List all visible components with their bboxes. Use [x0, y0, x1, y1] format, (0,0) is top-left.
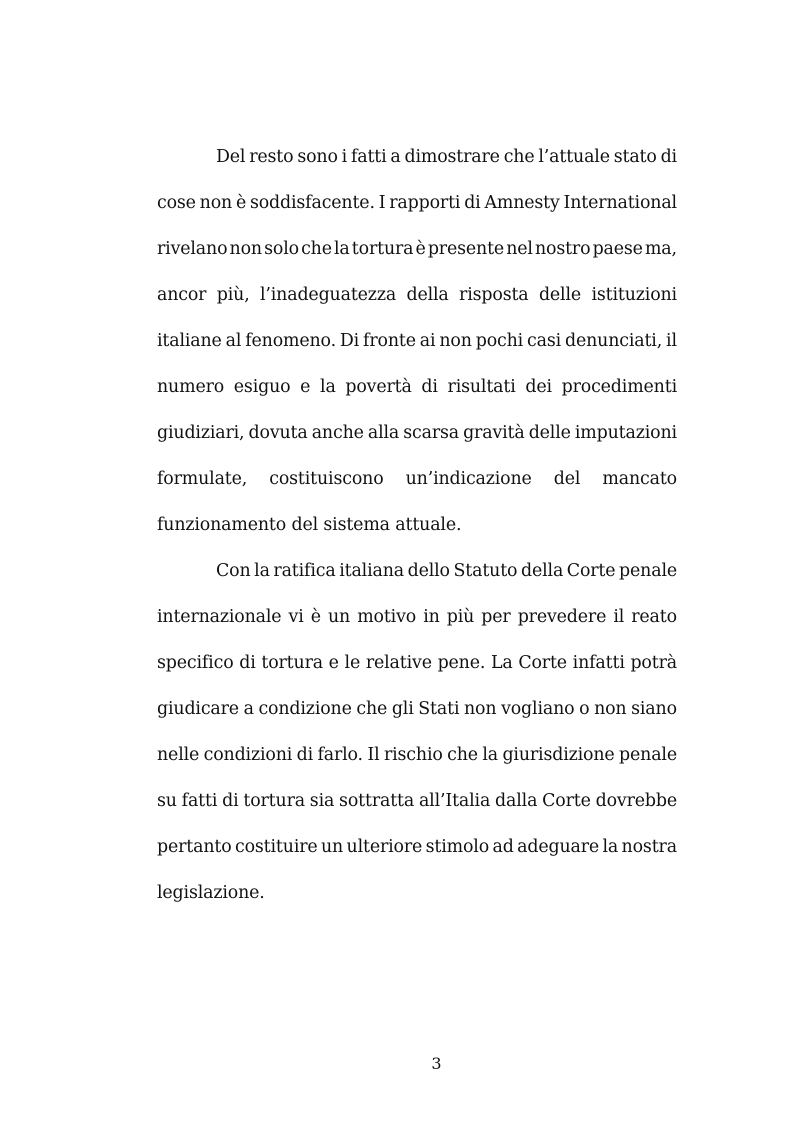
word: ancor — [157, 285, 207, 305]
word: la — [602, 837, 619, 857]
paragraph-1-line-9: funzionamento del sistema attuale. — [157, 515, 462, 535]
word: tortura — [351, 239, 414, 259]
word: adeguare — [517, 837, 600, 857]
word: Corte — [566, 561, 616, 581]
word: Con — [216, 561, 251, 581]
word: un’indicazione — [405, 469, 532, 489]
paragraph-2-line-5 — [157, 739, 677, 785]
word: condizione — [258, 699, 352, 719]
word: che — [447, 745, 478, 765]
word: paese — [592, 239, 643, 259]
word: fenomeno. — [245, 331, 336, 351]
word: non — [199, 193, 233, 213]
word: di — [421, 377, 438, 397]
word: per — [481, 607, 511, 627]
word: farlo. — [317, 745, 363, 765]
word: pene. — [437, 653, 486, 673]
word: solo — [264, 239, 299, 259]
word: costituiscono — [269, 469, 384, 489]
word: dei — [525, 377, 552, 397]
paragraph-1-line-2 — [157, 187, 677, 233]
word: penale — [619, 561, 677, 581]
word: italiane — [157, 331, 222, 351]
word: nostra — [621, 837, 677, 857]
word: scarsa — [403, 423, 459, 443]
word: Statuto — [453, 561, 518, 581]
word: prevedere — [517, 607, 607, 627]
page-number: 3 — [431, 1054, 442, 1073]
word: nelle — [157, 745, 200, 765]
word: Del — [216, 147, 246, 167]
word: Stati — [418, 699, 460, 719]
paragraph-1-line-6 — [157, 371, 677, 417]
word: dimostrare — [404, 147, 500, 167]
word: stato — [613, 147, 657, 167]
word: tortura — [261, 653, 323, 673]
word: Corte — [542, 791, 591, 811]
word: e — [300, 377, 311, 397]
paragraph-2-line-6 — [157, 785, 677, 831]
word: sottratta — [339, 791, 415, 811]
word: rapporti — [389, 193, 461, 213]
word: in — [423, 607, 440, 627]
word: pochi — [475, 331, 524, 351]
word: è — [310, 607, 321, 627]
word: i — [341, 147, 348, 167]
word: o — [579, 699, 590, 719]
word: l’inadeguatezza — [259, 285, 397, 305]
paragraph-2-line-8: legislazione. — [157, 883, 265, 903]
word: che — [503, 147, 535, 167]
word: di — [222, 791, 239, 811]
word: Il — [367, 745, 380, 765]
word: gli — [391, 699, 414, 719]
paragraph-1-line-3 — [157, 233, 677, 279]
word: imputazioni — [574, 423, 677, 443]
paragraph-2-line-1 — [157, 555, 677, 601]
word: che — [301, 239, 332, 259]
word: la — [320, 377, 336, 397]
word: di — [464, 193, 481, 213]
word: più — [446, 607, 475, 627]
word: il — [613, 607, 625, 627]
word: giudiziari, — [157, 423, 245, 443]
word: su — [157, 791, 177, 811]
word: stimolo — [425, 837, 490, 857]
word: del — [553, 469, 581, 489]
word: non — [594, 699, 627, 719]
word: anche — [311, 423, 364, 443]
word: le — [344, 653, 361, 673]
word: formulate, — [157, 469, 248, 489]
word: sia — [309, 791, 335, 811]
word: reato — [631, 607, 677, 627]
word: è — [415, 239, 426, 259]
word: della — [406, 285, 449, 305]
word: gravità — [463, 423, 525, 443]
word: nostro — [534, 239, 591, 259]
word: La — [490, 653, 513, 673]
word: il — [666, 331, 677, 351]
word: fatti — [350, 147, 387, 167]
word: dalla — [495, 791, 538, 811]
word: penale — [619, 745, 677, 765]
word: siano — [631, 699, 677, 719]
word: un — [327, 607, 351, 627]
word: un — [320, 837, 344, 857]
word: ratifica — [273, 561, 336, 581]
word: Amnesty — [484, 193, 560, 213]
word: di — [239, 653, 256, 673]
word: motivo — [357, 607, 417, 627]
paragraph-2-line-2 — [157, 601, 677, 647]
word: non — [439, 331, 472, 351]
paragraph-1-line-1 — [157, 141, 677, 187]
word: pertanto — [157, 837, 232, 857]
word: infatti — [572, 653, 625, 673]
word: dovrebbe — [595, 791, 677, 811]
word: a — [243, 699, 254, 719]
paragraph-1-line-4 — [157, 279, 677, 325]
word: vogliano — [501, 699, 575, 719]
paragraph-1-line-5 — [157, 325, 677, 371]
paragraph-1-line-8 — [157, 463, 677, 509]
word: istituzioni — [591, 285, 677, 305]
word: delle — [538, 285, 582, 305]
word: è — [235, 193, 247, 213]
word: l’attuale — [538, 147, 610, 167]
word: fronte — [363, 331, 416, 351]
word: soddisfacente. — [249, 193, 375, 213]
word: ai — [419, 331, 436, 351]
word: italiana — [339, 561, 404, 581]
word: e — [328, 653, 339, 673]
word: che — [356, 699, 388, 719]
word: Corte — [518, 653, 567, 673]
word: mancato — [602, 469, 677, 489]
word: fatti — [181, 791, 218, 811]
word: di — [660, 147, 677, 167]
word: più, — [216, 285, 250, 305]
body-text — [157, 141, 677, 923]
word: cose — [157, 193, 196, 213]
paragraph-2-line-7 — [157, 831, 677, 877]
word: dovuta — [248, 423, 308, 443]
word: non — [464, 699, 497, 719]
word: internazionale — [157, 607, 282, 627]
word: relative — [365, 653, 432, 673]
word: risultati — [447, 377, 516, 397]
word: costituire — [235, 837, 318, 857]
word: della — [521, 561, 564, 581]
word: risposta — [459, 285, 529, 305]
word: a — [390, 147, 401, 167]
word: rischio — [383, 745, 443, 765]
word: I — [378, 193, 386, 213]
word: potrà — [630, 653, 677, 673]
word: delle — [528, 423, 571, 443]
word: numero — [157, 377, 225, 397]
word: specifico — [157, 653, 234, 673]
paragraph-2-line-4 — [157, 693, 677, 739]
word: di — [296, 745, 314, 765]
word: al — [225, 331, 242, 351]
word: giudicare — [157, 699, 239, 719]
word: resto — [249, 147, 294, 167]
word: esiguo — [233, 377, 291, 397]
paragraph-1-line-7 — [157, 417, 677, 463]
word: ad — [492, 837, 514, 857]
paragraph-2-line-3 — [157, 647, 677, 693]
word: Di — [339, 331, 360, 351]
word: denunciati, — [564, 331, 663, 351]
word: la — [254, 561, 270, 581]
word: sono — [297, 147, 338, 167]
word: ulteriore — [346, 837, 423, 857]
word: presente — [427, 239, 505, 259]
word: condizioni — [203, 745, 293, 765]
word: la — [334, 239, 350, 259]
word: ma, — [644, 239, 677, 259]
word: povertà — [345, 377, 412, 397]
word: giurisdizione — [502, 745, 615, 765]
word: tortura — [243, 791, 305, 811]
word: rivelano — [157, 239, 228, 259]
word: International — [563, 193, 677, 213]
word: la — [482, 745, 498, 765]
word: all’Italia — [418, 791, 491, 811]
word: vi — [288, 607, 304, 627]
word: procedimenti — [561, 377, 677, 397]
word: alla — [367, 423, 400, 443]
word: dello — [407, 561, 450, 581]
word: non — [229, 239, 262, 259]
word: nel — [506, 239, 533, 259]
word: casi — [527, 331, 562, 351]
